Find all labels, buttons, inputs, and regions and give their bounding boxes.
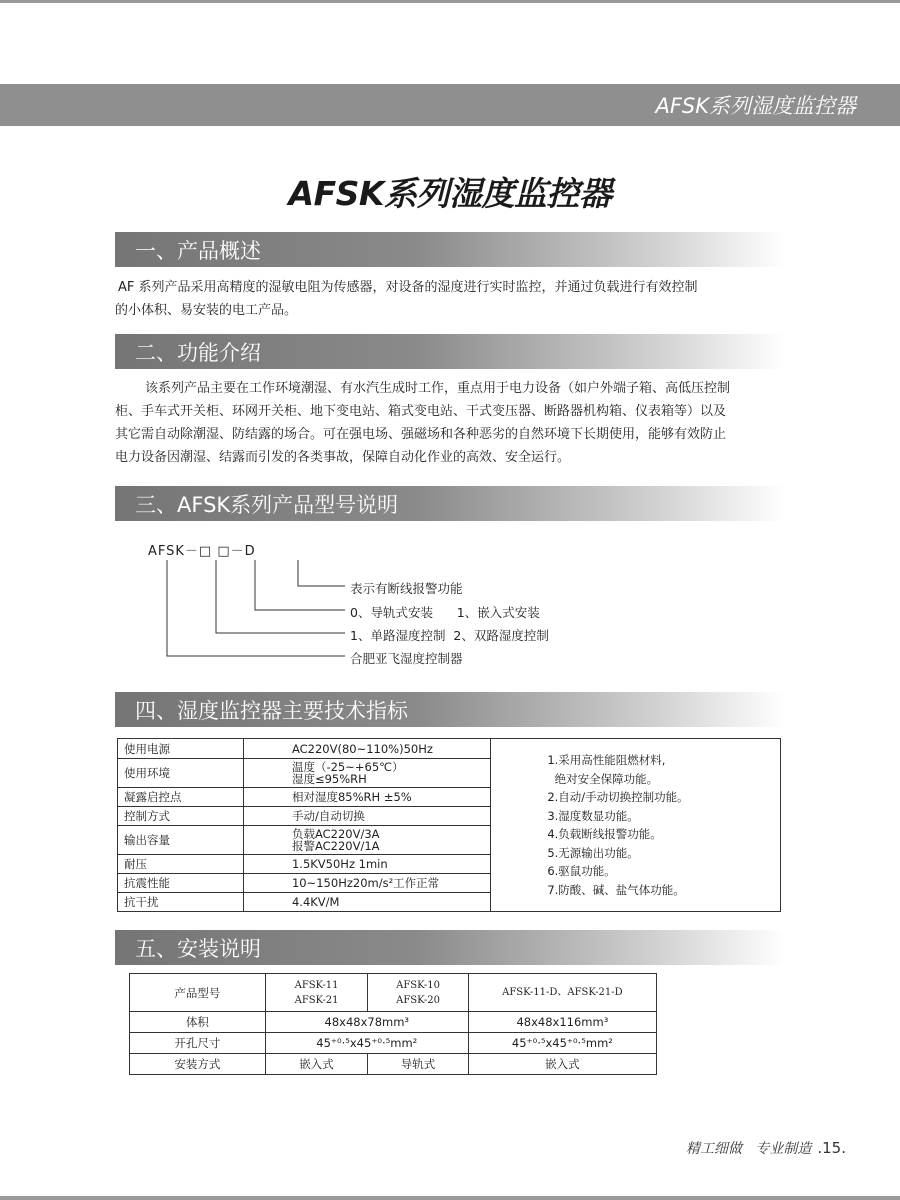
mount-cell: 导轨式 [368, 1054, 469, 1075]
footer-slogan: 精工细做 专业制造 [686, 1141, 812, 1157]
spec-features [491, 739, 781, 912]
spec-label: 使用环境 [118, 759, 244, 788]
page-title: AFSK系列湿度监控器 [288, 174, 612, 213]
section-heading-specs [115, 692, 785, 727]
hole-cell: 45⁺⁰·⁵x45⁺⁰·⁵mm² [468, 1033, 656, 1054]
feature-item: 2.自动/手动切换控制功能。 [547, 790, 689, 804]
table-row [130, 1012, 657, 1033]
feature-item: 3.湿度数显功能。 [547, 808, 639, 823]
spec-value: 手动/自动切换 [243, 807, 490, 826]
table-row [118, 739, 781, 759]
spec-label: 抗震性能 [118, 874, 244, 893]
spec-value: 4.4KV/M [243, 893, 490, 912]
table-row [130, 1033, 657, 1054]
text-line: AF 系列产品采用高精度的湿敏电阻为传感器，对设备的湿度进行实时监控，并通过负载进行有效控制 [118, 280, 698, 295]
section-heading-text: 三、AFSK系列产品型号说明 [135, 493, 399, 517]
model-cell: AFSK-10 AFSK-20 [368, 974, 469, 1012]
feature-item: 4.负载断线报警功能。 [547, 827, 662, 841]
row-label: 产品型号 [130, 974, 266, 1012]
spec-value: 负载AC220V/3A 报警AC220V/1A [243, 826, 490, 855]
section-heading-text: 一、产品概述 [135, 239, 261, 263]
volume-cell: 48x48x78mm³ [265, 1012, 468, 1033]
model-code: AFSK－□ □－D [148, 544, 256, 559]
hole-cell: 45⁺⁰·⁵x45⁺⁰·⁵mm² [265, 1033, 468, 1054]
spec-label: 抗干扰 [118, 893, 244, 912]
section-heading-install [115, 930, 785, 965]
text-line: 的小体积、易安装的电工产品。 [115, 303, 298, 318]
table-row [130, 974, 657, 1012]
install-table [129, 973, 657, 1075]
text-line: 该系列产品主要在工作环境潮湿、有水汽生成时工作，重点用于电力设备（如户外端子箱、高低压控制 [145, 381, 731, 396]
text-line: 其它需自动除潮湿、防结露的场合。可在强电场、强磁场和各种恶劣的自然环境下长期使用，能够有效防止 [115, 427, 727, 442]
spec-label: 控制方式 [118, 807, 244, 826]
feature-item: 5.无源输出功能。 [547, 845, 639, 860]
model-cell: AFSK-11-D、AFSK-21-D [468, 974, 656, 1012]
spec-value: 10~150Hz20m/s²工作正常 [243, 874, 490, 893]
mount-cell: 嵌入式 [468, 1054, 656, 1075]
section-heading-text: 二、功能介绍 [135, 341, 261, 365]
mount-cell: 嵌入式 [265, 1054, 368, 1075]
model-explanation: 表示有断线报警功能 [350, 581, 463, 596]
spec-label: 耐压 [118, 855, 244, 874]
row-label: 开孔尺寸 [130, 1033, 266, 1054]
header-band-title: AFSK系列湿度监控器 [655, 94, 856, 118]
model-cell: AFSK-11 AFSK-21 [265, 974, 368, 1012]
spec-label: 输出容量 [118, 826, 244, 855]
text-line: 柜、手车式开关柜、环网开关柜、地下变电站、箱式变电站、干式变压器、断路器机构箱、仪表箱等）以及 [115, 404, 727, 419]
feature-item: 6.驱鼠功能。 [547, 864, 616, 878]
spec-label: 凝露启控点 [118, 788, 244, 807]
volume-cell: 48x48x116mm³ [468, 1012, 656, 1033]
footer [686, 1138, 846, 1158]
spec-value: 温度（-25~+65℃） 湿度≤95%RH [243, 759, 490, 788]
section-heading-text: 五、安装说明 [135, 937, 261, 961]
spec-value: 相对湿度85%RH ±5% [243, 788, 490, 807]
feature-item: 7.防酸、碱、盐气体功能。 [547, 882, 685, 897]
text-line: 电力设备因潮湿、结露而引发的各类事故，保障自动化作业的高效、安全运行。 [115, 450, 571, 465]
row-label: 安装方式 [130, 1054, 266, 1075]
row-label: 体积 [130, 1012, 266, 1033]
spec-value: 1.5KV50Hz 1min [243, 855, 490, 874]
spec-table [117, 738, 781, 912]
bottom-rule [0, 1196, 900, 1200]
feature-item: 绝对安全保障功能。 [547, 771, 659, 786]
feature-item: 1.采用高性能阻燃材料, [547, 753, 666, 767]
model-explanation: 0、导轨式安装 1、嵌入式安装 [350, 605, 540, 620]
spec-value: AC220V(80~110%)50Hz [243, 739, 490, 759]
spec-label: 使用电源 [118, 739, 244, 759]
section-heading-text: 四、湿度监控器主要技术指标 [135, 699, 408, 723]
model-explanation: 合肥亚飞湿度控制器 [350, 651, 463, 666]
model-explanation: 1、单路湿度控制 2、双路湿度控制 [350, 628, 549, 643]
page-number: .15. [817, 1139, 846, 1157]
table-row [130, 1054, 657, 1075]
